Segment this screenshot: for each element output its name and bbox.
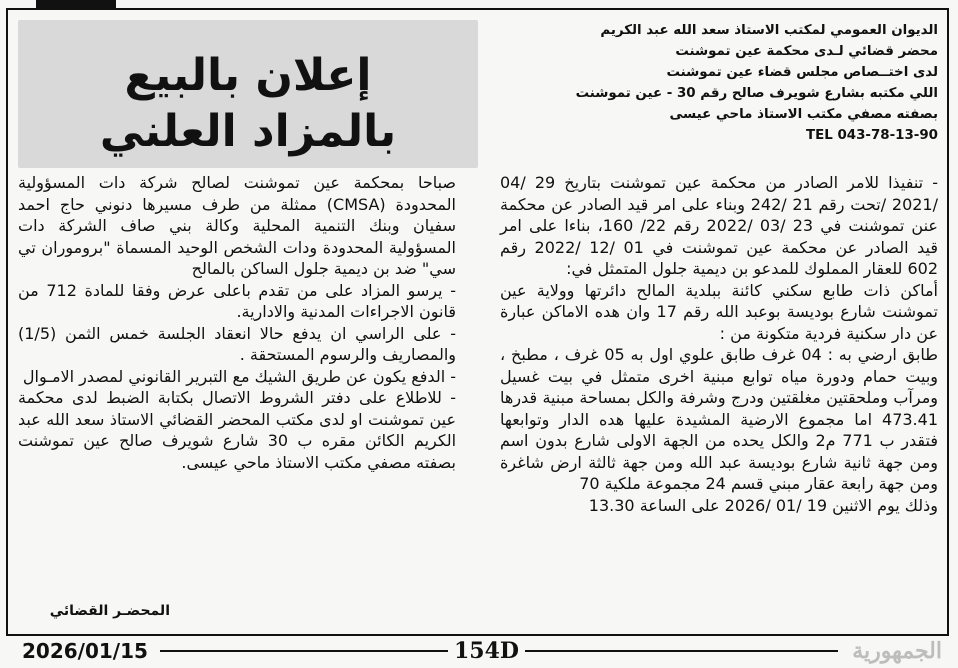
publication-date: 2026/01/15 [22,639,154,663]
left-text-column [18,172,456,473]
title-line-1: إعلان بالبيع [124,50,372,101]
paragraph: طابق ارضي به : 04 غرف طابق علوي اول به 05 غرف ، مطبخ ، وبيت حمام ودورة مياه توابع مبنية اخرى متمثل في بيت غسيل ومرآب وملحقتين مغلقتين ودرج وشرفة والكل بمساحة مبنية قدرها 473.41 اما مجموع الارضية المشيدة عليها هده الدار وتوابعها فتقدر ب 771 م2 والكل يحده من الجهة الاولى شارع بدون اسم ومن جهة ثانية شارع بوديسة عبد الله ومن جهة ثالثة ارض شاغرة ومن جهة رابعة عقار مبني قسم 24 مجموعة ملكية 70 [500,345,939,493]
signature-label: المحضـر القضائي [49,603,170,619]
header-line: محضر قضائي لـدى محكمة عين تموشنت [675,44,938,59]
paragraph: أماكن ذات طابع سكني كائنة ببلدية المالح دائرتها وولاية عين تموشنت شارع بوديسة بوعبد الله رقم 17 وان هده الاماكن عبارة عن دار سكنية فردية متكونة من : [500,280,939,343]
phone-number: TEL 043-78-13-90 [805,128,938,143]
paragraph: - تنفيذا للامر الصادر من محكمة عين تموشنت بتاريخ 29 /04 /2021 /تحت رقم 21 /242 وبناء على امر قيد الصادر عن محكمة عنن تموشنت في 23 /03 /2022 رقم 22/ 160، بناءا على امر قيد الصادر عن محكمة عين تموشنت في 01 /12 /2022 رقم 602 للعقار المملوك للمدعو بن ديمية جلول المتمثل في: [500,173,939,278]
right-text-column [500,172,938,516]
paragraph: - يرسو المزاد على من تقدم باعلى عرض وفقا للمادة 712 من قانون الاجراءات المدنية والادارية. [18,280,456,321]
header-line: لدى اختــصاص مجلس قضاء عين تموشنت [666,65,938,80]
header-line: بصفته مصفي مكتب الاستاذ ماحي عيسى [669,107,938,122]
newspaper-logo: الجمهورية [852,638,942,664]
page-footer [0,636,958,668]
paragraph: - على الراسي ان يدفع حالا انعقاد الجلسة خمس الثمن (1/5) والمصاريف والرسوم المستحقة . [18,323,456,364]
paragraph: صباحا بمحكمة عين تموشنت لصالح شركة دات المسؤولية المحدودة (CMSA) ممثلة من طرف مسيرها دنوني حاج احمد سفيان وبنك التنمية المحلية وكالة بني صاف الشركة دات المسؤولية المحدودة ودات الشخص الوحيد المسماة "بروموران تي سي" ضد بن ديمية جلول الساكن بالمالح [18,173,456,278]
header-line: اللي مكتبه بشارع شويرف صالح رقم 30 - عين تموشنت [575,86,938,101]
paragraph: - للاطلاع على دفتر الشروط الاتصال بكتابة الضبط لدى محكمة عين تموشنت او لدى مكتب المحضر القضائي الاستاذ سعد الله عبد الكريم الكائن مقره ب 30 شارع شويرف صالح عين تموشنت بصفته مصفي مكتب الاستاذ ماحي عيسى. [18,388,457,472]
header-line: الديوان العمومي لمكتب الاستاذ سعد الله عبد الكريم [600,23,938,38]
announcement-title-box [18,20,478,168]
paragraph: وذلك يوم الاثنين 19 /01 /2026 على الساعة 13.30 [588,495,938,515]
paragraph: - الدفع يكون عن طريق الشيك مع التبرير القانوني لمصدر الامـوال [22,366,456,386]
title-line-2: بالمزاد العلني [99,106,397,157]
bailiff-header [533,20,938,146]
ad-reference: 154D [448,638,525,664]
